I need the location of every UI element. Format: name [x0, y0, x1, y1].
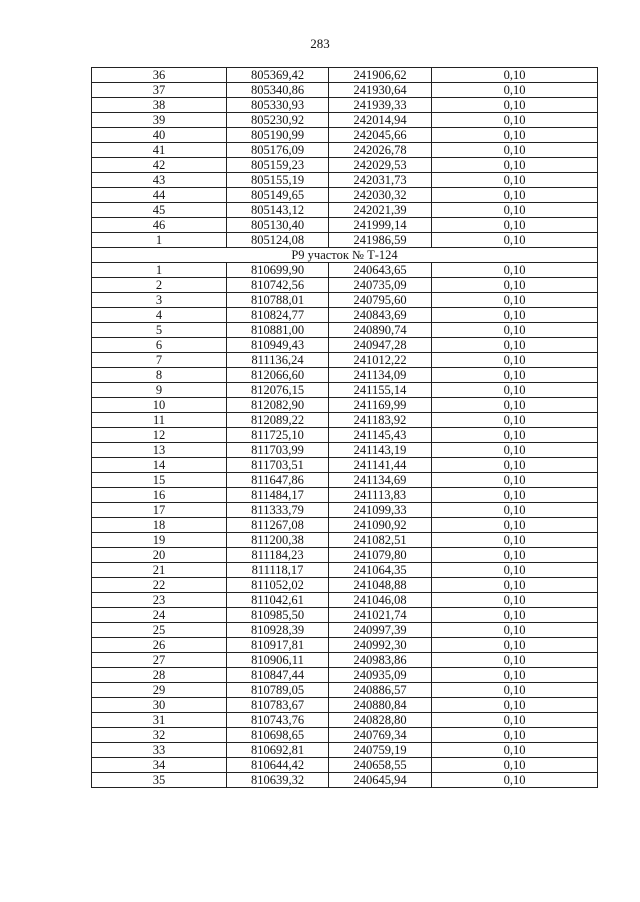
- point-number-cell: 24: [92, 608, 227, 623]
- error-value-cell: 0,10: [432, 158, 598, 173]
- point-number-cell: 20: [92, 548, 227, 563]
- table-row: [92, 413, 598, 428]
- point-number-cell: 11: [92, 413, 227, 428]
- table-body-before: [92, 68, 598, 248]
- y-coordinate-cell: 241939,33: [329, 98, 432, 113]
- point-number-cell: 36: [92, 68, 227, 83]
- x-coordinate-cell: 810742,56: [227, 278, 329, 293]
- y-coordinate-cell: 241082,51: [329, 533, 432, 548]
- error-value-cell: 0,10: [432, 353, 598, 368]
- error-value-cell: 0,10: [432, 128, 598, 143]
- y-coordinate-cell: 240992,30: [329, 638, 432, 653]
- section-header-body: [92, 248, 598, 263]
- point-number-cell: 2: [92, 278, 227, 293]
- y-coordinate-cell: 242030,32: [329, 188, 432, 203]
- x-coordinate-cell: 805155,19: [227, 173, 329, 188]
- y-coordinate-cell: 240935,09: [329, 668, 432, 683]
- x-coordinate-cell: 810692,81: [227, 743, 329, 758]
- point-number-cell: 16: [92, 488, 227, 503]
- y-coordinate-cell: 241099,33: [329, 503, 432, 518]
- point-number-cell: 28: [92, 668, 227, 683]
- table-row: [92, 158, 598, 173]
- x-coordinate-cell: 811136,24: [227, 353, 329, 368]
- table-row: [92, 533, 598, 548]
- error-value-cell: 0,10: [432, 443, 598, 458]
- point-number-cell: 25: [92, 623, 227, 638]
- x-coordinate-cell: 811484,17: [227, 488, 329, 503]
- y-coordinate-cell: 240880,84: [329, 698, 432, 713]
- point-number-cell: 15: [92, 473, 227, 488]
- x-coordinate-cell: 810906,11: [227, 653, 329, 668]
- error-value-cell: 0,10: [432, 623, 598, 638]
- table-row: [92, 563, 598, 578]
- x-coordinate-cell: 810881,00: [227, 323, 329, 338]
- x-coordinate-cell: 811042,61: [227, 593, 329, 608]
- error-value-cell: 0,10: [432, 473, 598, 488]
- y-coordinate-cell: 242021,39: [329, 203, 432, 218]
- point-number-cell: 29: [92, 683, 227, 698]
- table-row: [92, 488, 598, 503]
- y-coordinate-cell: 241145,43: [329, 428, 432, 443]
- point-number-cell: 1: [92, 263, 227, 278]
- y-coordinate-cell: 241021,74: [329, 608, 432, 623]
- error-value-cell: 0,10: [432, 503, 598, 518]
- x-coordinate-cell: 811703,99: [227, 443, 329, 458]
- error-value-cell: 0,10: [432, 533, 598, 548]
- x-coordinate-cell: 810789,05: [227, 683, 329, 698]
- error-value-cell: 0,10: [432, 323, 598, 338]
- error-value-cell: 0,10: [432, 308, 598, 323]
- y-coordinate-cell: 241134,69: [329, 473, 432, 488]
- point-number-cell: 34: [92, 758, 227, 773]
- table-row: [92, 98, 598, 113]
- x-coordinate-cell: 812076,15: [227, 383, 329, 398]
- x-coordinate-cell: 810698,65: [227, 728, 329, 743]
- x-coordinate-cell: 811200,38: [227, 533, 329, 548]
- y-coordinate-cell: 242014,94: [329, 113, 432, 128]
- table-row: [92, 218, 598, 233]
- error-value-cell: 0,10: [432, 83, 598, 98]
- table-row: [92, 713, 598, 728]
- table-row: [92, 503, 598, 518]
- x-coordinate-cell: 805130,40: [227, 218, 329, 233]
- x-coordinate-cell: 811333,79: [227, 503, 329, 518]
- error-value-cell: 0,10: [432, 578, 598, 593]
- y-coordinate-cell: 240645,94: [329, 773, 432, 788]
- y-coordinate-cell: 240735,09: [329, 278, 432, 293]
- table-row: [92, 623, 598, 638]
- point-number-cell: 14: [92, 458, 227, 473]
- error-value-cell: 0,10: [432, 638, 598, 653]
- y-coordinate-cell: 242026,78: [329, 143, 432, 158]
- error-value-cell: 0,10: [432, 293, 598, 308]
- table-row: [92, 173, 598, 188]
- table-row: [92, 743, 598, 758]
- point-number-cell: 21: [92, 563, 227, 578]
- point-number-cell: 38: [92, 98, 227, 113]
- error-value-cell: 0,10: [432, 203, 598, 218]
- error-value-cell: 0,10: [432, 743, 598, 758]
- table-row: [92, 308, 598, 323]
- y-coordinate-cell: 241046,08: [329, 593, 432, 608]
- table-row: [92, 728, 598, 743]
- table-row: [92, 83, 598, 98]
- table-row: [92, 263, 598, 278]
- y-coordinate-cell: 240828,80: [329, 713, 432, 728]
- y-coordinate-cell: 241090,92: [329, 518, 432, 533]
- x-coordinate-cell: 810985,50: [227, 608, 329, 623]
- table-row: [92, 608, 598, 623]
- error-value-cell: 0,10: [432, 593, 598, 608]
- table-row: [92, 518, 598, 533]
- point-number-cell: 23: [92, 593, 227, 608]
- error-value-cell: 0,10: [432, 398, 598, 413]
- point-number-cell: 31: [92, 713, 227, 728]
- x-coordinate-cell: 812082,90: [227, 398, 329, 413]
- error-value-cell: 0,10: [432, 563, 598, 578]
- x-coordinate-cell: 810699,90: [227, 263, 329, 278]
- table-row: [92, 338, 598, 353]
- y-coordinate-cell: 240886,57: [329, 683, 432, 698]
- x-coordinate-cell: 805159,23: [227, 158, 329, 173]
- x-coordinate-cell: 811647,86: [227, 473, 329, 488]
- y-coordinate-cell: 241143,19: [329, 443, 432, 458]
- x-coordinate-cell: 810639,32: [227, 773, 329, 788]
- point-number-cell: 46: [92, 218, 227, 233]
- x-coordinate-cell: 805230,92: [227, 113, 329, 128]
- table-row: [92, 668, 598, 683]
- point-number-cell: 12: [92, 428, 227, 443]
- point-number-cell: 26: [92, 638, 227, 653]
- table-row: [92, 278, 598, 293]
- error-value-cell: 0,10: [432, 113, 598, 128]
- y-coordinate-cell: 240983,86: [329, 653, 432, 668]
- x-coordinate-cell: 805149,65: [227, 188, 329, 203]
- table-row: [92, 578, 598, 593]
- point-number-cell: 33: [92, 743, 227, 758]
- error-value-cell: 0,10: [432, 338, 598, 353]
- point-number-cell: 18: [92, 518, 227, 533]
- point-number-cell: 4: [92, 308, 227, 323]
- y-coordinate-cell: 240658,55: [329, 758, 432, 773]
- x-coordinate-cell: 810917,81: [227, 638, 329, 653]
- point-number-cell: 37: [92, 83, 227, 98]
- x-coordinate-cell: 811703,51: [227, 458, 329, 473]
- y-coordinate-cell: 242029,53: [329, 158, 432, 173]
- y-coordinate-cell: 240759,19: [329, 743, 432, 758]
- x-coordinate-cell: 811052,02: [227, 578, 329, 593]
- point-number-cell: 7: [92, 353, 227, 368]
- table-row: [92, 653, 598, 668]
- coordinates-table: [91, 67, 598, 788]
- x-coordinate-cell: 810644,42: [227, 758, 329, 773]
- x-coordinate-cell: 811267,08: [227, 518, 329, 533]
- y-coordinate-cell: 240795,60: [329, 293, 432, 308]
- point-number-cell: 35: [92, 773, 227, 788]
- error-value-cell: 0,10: [432, 368, 598, 383]
- error-value-cell: 0,10: [432, 668, 598, 683]
- table-row: [92, 458, 598, 473]
- error-value-cell: 0,10: [432, 728, 598, 743]
- point-number-cell: 10: [92, 398, 227, 413]
- error-value-cell: 0,10: [432, 218, 598, 233]
- point-number-cell: 39: [92, 113, 227, 128]
- x-coordinate-cell: 805330,93: [227, 98, 329, 113]
- table-row: [92, 293, 598, 308]
- y-coordinate-cell: 241079,80: [329, 548, 432, 563]
- section-title: Р9 участок № Т-124: [92, 248, 598, 263]
- table-row: [92, 68, 598, 83]
- y-coordinate-cell: 241113,83: [329, 488, 432, 503]
- section-header-row: [92, 248, 598, 263]
- x-coordinate-cell: 812089,22: [227, 413, 329, 428]
- y-coordinate-cell: 240643,65: [329, 263, 432, 278]
- y-coordinate-cell: 240890,74: [329, 323, 432, 338]
- point-number-cell: 13: [92, 443, 227, 458]
- y-coordinate-cell: 241999,14: [329, 218, 432, 233]
- error-value-cell: 0,10: [432, 548, 598, 563]
- error-value-cell: 0,10: [432, 698, 598, 713]
- x-coordinate-cell: 810743,76: [227, 713, 329, 728]
- y-coordinate-cell: 241141,44: [329, 458, 432, 473]
- table-body-after: [92, 263, 598, 788]
- point-number-cell: 22: [92, 578, 227, 593]
- y-coordinate-cell: 240769,34: [329, 728, 432, 743]
- y-coordinate-cell: 241012,22: [329, 353, 432, 368]
- x-coordinate-cell: 810847,44: [227, 668, 329, 683]
- table-row: [92, 593, 598, 608]
- error-value-cell: 0,10: [432, 263, 598, 278]
- x-coordinate-cell: 805190,99: [227, 128, 329, 143]
- y-coordinate-cell: 241986,59: [329, 233, 432, 248]
- error-value-cell: 0,10: [432, 278, 598, 293]
- y-coordinate-cell: 241048,88: [329, 578, 432, 593]
- error-value-cell: 0,10: [432, 713, 598, 728]
- x-coordinate-cell: 810824,77: [227, 308, 329, 323]
- y-coordinate-cell: 240843,69: [329, 308, 432, 323]
- table-row: [92, 758, 598, 773]
- point-number-cell: 1: [92, 233, 227, 248]
- table-row: [92, 773, 598, 788]
- error-value-cell: 0,10: [432, 383, 598, 398]
- error-value-cell: 0,10: [432, 68, 598, 83]
- error-value-cell: 0,10: [432, 188, 598, 203]
- x-coordinate-cell: 810928,39: [227, 623, 329, 638]
- point-number-cell: 45: [92, 203, 227, 218]
- table-row: [92, 368, 598, 383]
- x-coordinate-cell: 805176,09: [227, 143, 329, 158]
- table-row: [92, 128, 598, 143]
- table-row: [92, 143, 598, 158]
- point-number-cell: 43: [92, 173, 227, 188]
- page-number: 283: [310, 36, 330, 51]
- error-value-cell: 0,10: [432, 428, 598, 443]
- x-coordinate-cell: 805143,12: [227, 203, 329, 218]
- point-number-cell: 9: [92, 383, 227, 398]
- table-row: [92, 323, 598, 338]
- point-number-cell: 40: [92, 128, 227, 143]
- y-coordinate-cell: 241930,64: [329, 83, 432, 98]
- table-row: [92, 638, 598, 653]
- table-row: [92, 233, 598, 248]
- point-number-cell: 3: [92, 293, 227, 308]
- point-number-cell: 41: [92, 143, 227, 158]
- x-coordinate-cell: 805124,08: [227, 233, 329, 248]
- x-coordinate-cell: 810783,67: [227, 698, 329, 713]
- error-value-cell: 0,10: [432, 458, 598, 473]
- error-value-cell: 0,10: [432, 98, 598, 113]
- point-number-cell: 19: [92, 533, 227, 548]
- table-row: [92, 473, 598, 488]
- point-number-cell: 17: [92, 503, 227, 518]
- y-coordinate-cell: 241134,09: [329, 368, 432, 383]
- error-value-cell: 0,10: [432, 773, 598, 788]
- error-value-cell: 0,10: [432, 413, 598, 428]
- table-row: [92, 203, 598, 218]
- table-row: [92, 443, 598, 458]
- y-coordinate-cell: 240997,39: [329, 623, 432, 638]
- y-coordinate-cell: 241906,62: [329, 68, 432, 83]
- y-coordinate-cell: 241064,35: [329, 563, 432, 578]
- x-coordinate-cell: 810949,43: [227, 338, 329, 353]
- table-row: [92, 548, 598, 563]
- y-coordinate-cell: 241183,92: [329, 413, 432, 428]
- y-coordinate-cell: 240947,28: [329, 338, 432, 353]
- error-value-cell: 0,10: [432, 683, 598, 698]
- error-value-cell: 0,10: [432, 173, 598, 188]
- point-number-cell: 32: [92, 728, 227, 743]
- x-coordinate-cell: 811725,10: [227, 428, 329, 443]
- x-coordinate-cell: 805369,42: [227, 68, 329, 83]
- table-row: [92, 428, 598, 443]
- x-coordinate-cell: 811118,17: [227, 563, 329, 578]
- table-row: [92, 683, 598, 698]
- y-coordinate-cell: 242045,66: [329, 128, 432, 143]
- y-coordinate-cell: 241155,14: [329, 383, 432, 398]
- point-number-cell: 6: [92, 338, 227, 353]
- y-coordinate-cell: 242031,73: [329, 173, 432, 188]
- point-number-cell: 5: [92, 323, 227, 338]
- point-number-cell: 42: [92, 158, 227, 173]
- table-row: [92, 188, 598, 203]
- point-number-cell: 27: [92, 653, 227, 668]
- x-coordinate-cell: 805340,86: [227, 83, 329, 98]
- table-row: [92, 113, 598, 128]
- y-coordinate-cell: 241169,99: [329, 398, 432, 413]
- error-value-cell: 0,10: [432, 518, 598, 533]
- table-row: [92, 398, 598, 413]
- point-number-cell: 8: [92, 368, 227, 383]
- x-coordinate-cell: 810788,01: [227, 293, 329, 308]
- point-number-cell: 30: [92, 698, 227, 713]
- table-row: [92, 698, 598, 713]
- error-value-cell: 0,10: [432, 143, 598, 158]
- table-row: [92, 383, 598, 398]
- error-value-cell: 0,10: [432, 608, 598, 623]
- error-value-cell: 0,10: [432, 488, 598, 503]
- x-coordinate-cell: 811184,23: [227, 548, 329, 563]
- error-value-cell: 0,10: [432, 233, 598, 248]
- error-value-cell: 0,10: [432, 758, 598, 773]
- table-row: [92, 353, 598, 368]
- error-value-cell: 0,10: [432, 653, 598, 668]
- x-coordinate-cell: 812066,60: [227, 368, 329, 383]
- point-number-cell: 44: [92, 188, 227, 203]
